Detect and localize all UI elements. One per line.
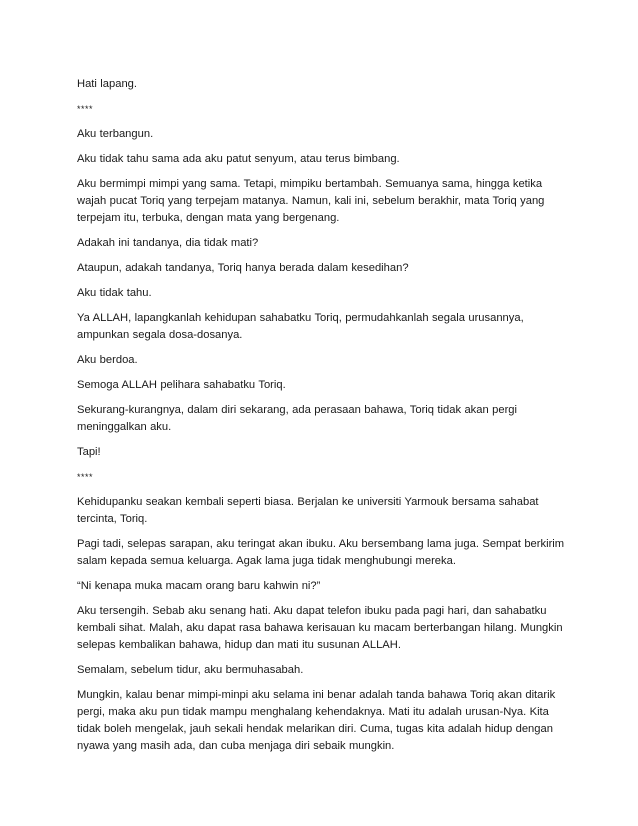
paragraph: Aku berdoa.: [77, 354, 138, 366]
paragraph: Aku tidak tahu.: [77, 287, 152, 299]
paragraph: Mungkin, kalau benar mimpi-minpi aku selama ini benar adalah tanda bahawa Toriq akan ditarik pergi, maka aku pun tidak mampu menghalang kehendaknya. Mati itu adalah urusan-Nya. Kita tidak boleh mengelak, jauh sekali hendak melarikan diri. Cuma, tugas kita adalah hidup dengan nyawa yang masih ada, dan cuba menjaga diri sebaik mungkin.: [77, 689, 556, 752]
paragraph: Ataupun, adakah tandanya, Toriq hanya berada dalam kesedihan?: [77, 262, 409, 274]
paragraph: Aku bermimpi mimpi yang sama. Tetapi, mimpiku bertambah. Semuanya sama, hingga ketika wajah pucat Toriq yang terpejam matanya. Namun, kali ini, sebelum berakhir, mata Toriq yang terpejam itu, terbuka, dengan mata yang bergenang.: [77, 178, 545, 224]
section-separator: ****: [77, 104, 94, 114]
paragraph: Tapi!: [77, 446, 101, 458]
paragraph: Sekurang-kurangnya, dalam diri sekarang, ada perasaan bahawa, Toriq tidak akan pergi meninggalkan aku.: [77, 404, 517, 433]
paragraph: Adakah ini tandanya, dia tidak mati?: [77, 237, 259, 249]
paragraph: “Ni kenapa muka macam orang baru kahwin ni?”: [77, 580, 321, 592]
paragraph: Kehidupanku seakan kembali seperti biasa. Berjalan ke universiti Yarmouk bersama sahabat tercinta, Toriq.: [77, 496, 539, 525]
paragraph: Aku tersengih. Sebab aku senang hati. Aku dapat telefon ibuku pada pagi hari, dan sahabatku kembali sihat. Malah, aku dapat rasa bahawa kerisauan ku macam berterbangan hilang. Mungkin selepas kembalikan bahawa, hidup dan mati itu susunan ALLAH.: [77, 605, 563, 651]
document-page: [77, 76, 567, 763]
paragraph: Aku terbangun.: [77, 128, 154, 140]
paragraph: Pagi tadi, selepas sarapan, aku teringat akan ibuku. Aku bersembang lama juga. Sempat berkirim salam kepada semua keluarga. Agak lama juga tidak menghubungi mereka.: [77, 538, 565, 567]
paragraph: Ya ALLAH, lapangkanlah kehidupan sahabatku Toriq, permudahkanlah segala urusannya, ampunkan segala dosa-dosanya.: [77, 312, 524, 341]
paragraph: Aku tidak tahu sama ada aku patut senyum, atau terus bimbang.: [77, 153, 400, 165]
paragraph: Hati lapang.: [77, 78, 138, 90]
paragraph: Semalam, sebelum tidur, aku bermuhasabah.: [77, 664, 304, 676]
section-separator: ****: [77, 472, 94, 482]
paragraph: Semoga ALLAH pelihara sahabatku Toriq.: [77, 379, 286, 391]
